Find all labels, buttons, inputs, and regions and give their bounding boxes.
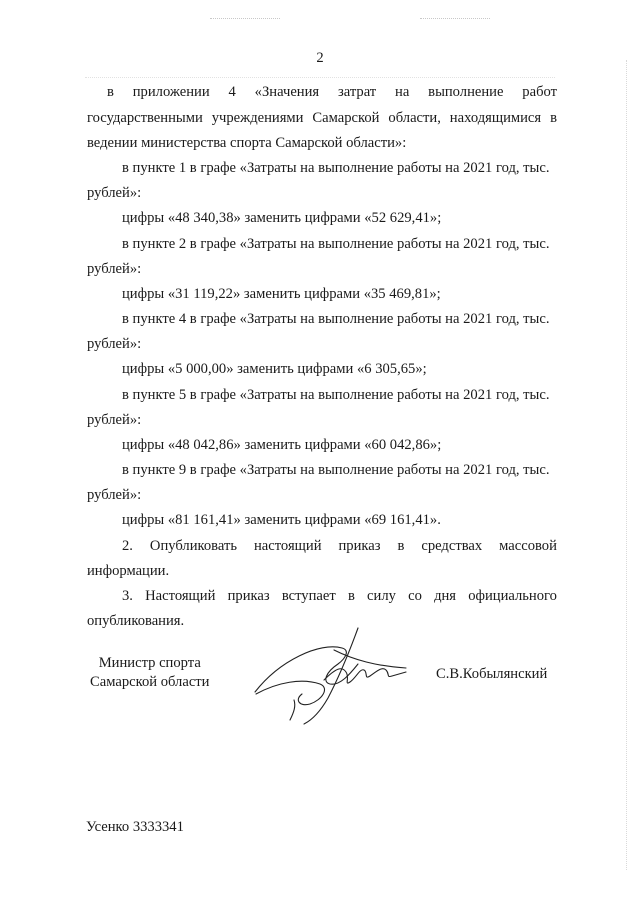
amendment-unit: рублей»: (87, 412, 142, 428)
amendment-point: в пункте 5 в графе «Затраты на выполнение работы на 2021 год, тыс. (122, 387, 550, 403)
amendment-unit: рублей»: (87, 336, 142, 352)
signer-name: С.В.Кобылянский (436, 666, 548, 682)
item-3-line-1: 3. Настоящий приказ вступает в силу со дня официального (122, 588, 557, 604)
item-2-line-1: 2. Опубликовать настоящий приказ в средствах массовой (122, 538, 557, 554)
handwritten-signature (250, 620, 410, 730)
amendment-point: в пункте 1 в графе «Затраты на выполнение работы на 2021 год, тыс. (122, 160, 550, 176)
executor-footer: Усенко 3333341 (86, 819, 184, 835)
scan-artifact (85, 77, 555, 78)
amendment-change: цифры «48 340,38» заменить цифрами «52 629,41»; (122, 210, 442, 226)
intro-line-1: в приложении 4 «Значения затрат на выполнение работ (107, 84, 557, 100)
amendment-point: в пункте 9 в графе «Затраты на выполнение работы на 2021 год, тыс. (122, 462, 550, 478)
signer-title-line-1: Министр спорта (98, 655, 201, 671)
amendment-unit: рублей»: (87, 487, 142, 503)
scan-artifact (420, 18, 490, 21)
amendment-point: в пункте 4 в графе «Затраты на выполнение работы на 2021 год, тыс. (122, 311, 550, 327)
amendment-change: цифры «48 042,86» заменить цифрами «60 042,86»; (122, 437, 442, 453)
intro-line-3: ведении министерства спорта Самарской области»: (87, 135, 407, 151)
amendment-change: цифры «5 000,00» заменить цифрами «6 305,65»; (122, 361, 427, 377)
amendment-point: в пункте 2 в графе «Затраты на выполнение работы на 2021 год, тыс. (122, 236, 550, 252)
item-3-line-2: опубликования. (87, 613, 185, 629)
amendment-unit: рублей»: (87, 185, 142, 201)
amendment-change: цифры «31 119,22» заменить цифрами «35 469,81»; (122, 286, 441, 302)
scan-artifact (210, 18, 280, 21)
item-2-line-2: информации. (87, 563, 170, 579)
page-number: 2 (316, 50, 324, 66)
intro-line-2: государственными учреждениями Самарской области, находящимися в (87, 110, 557, 126)
signer-title (90, 654, 210, 692)
signer-title-line-2: Самарской области (90, 674, 210, 690)
amendment-unit: рублей»: (87, 261, 142, 277)
scan-artifact (626, 60, 627, 870)
amendment-change: цифры «81 161,41» заменить цифрами «69 161,41». (122, 512, 441, 528)
